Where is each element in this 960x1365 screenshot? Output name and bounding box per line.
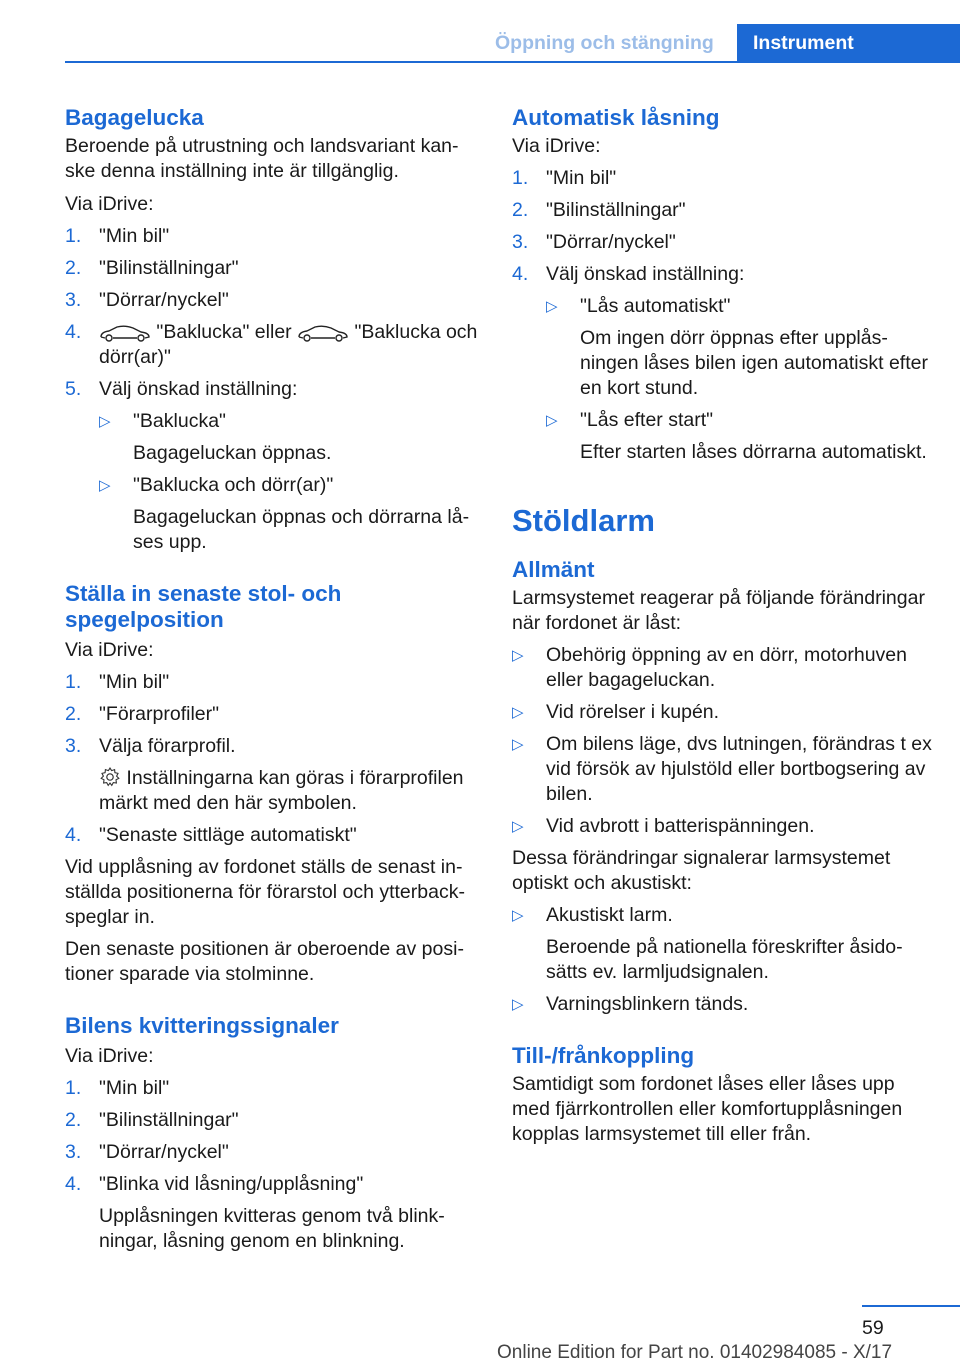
list-item: 5. Välj önskad inställning: ▷ "Baklucka" Bagageluckan öppnas. ▷ "Baklucka och dörr(ar)" Bagageluckan öppnas och dörrarna låses upp. (65, 377, 480, 555)
header-section-title: Öppning och stängning (495, 32, 714, 54)
page-number: 59 (862, 1317, 884, 1339)
list-item: 1. "Min bil" (65, 225, 170, 247)
stol-paragraph-2: Den senaste positionen är oberoende av positioner sparade via stolminne. (65, 938, 464, 985)
list-item: ▷ "Baklucka och dörr(ar)" Bagageluckan öppnas och dörrarna låses upp. (99, 474, 470, 553)
triangle-bullet-icon: ▷ (546, 412, 558, 429)
triangle-bullet-icon: ▷ (512, 996, 524, 1013)
right-column (512, 103, 932, 1147)
list-item: ▷ Obehörig öppning av en dörr, motorhuven eller bagageluckan. (512, 644, 907, 691)
list-item: 2. "Bilinställningar" (65, 257, 239, 279)
stol-steps (65, 670, 480, 848)
list-item: 4. "Senaste sittläge automatiskt" (65, 824, 357, 846)
left-column (65, 103, 480, 1254)
list-item: 3. "Dörrar/nyckel" (65, 289, 229, 311)
allmant-heading: Allmänt (512, 557, 595, 582)
car-outline-icon (99, 324, 151, 342)
list-item: 1. "Min bil" (512, 167, 617, 189)
list-item: 1. "Min bil" (65, 671, 170, 693)
triangle-bullet-icon: ▷ (512, 736, 524, 753)
list-item: ▷ "Lås automatiskt" Om ingen dörr öppnas efter upplåsningen låses bilen igen automatiskt efter en kort stund. (546, 295, 928, 399)
triangle-bullet-icon: ▷ (512, 907, 524, 924)
header-tab-instrument: Instrument (737, 24, 960, 63)
bagagelucka-steps (65, 224, 480, 555)
triangle-bullet-icon: ▷ (512, 704, 524, 721)
stol-paragraph-1: Vid upplåsning av fordonet ställs de senast inställda positionerna för förarstol och ytterbackspeglar in. (65, 856, 465, 928)
auto-lock-via: Via iDrive: (512, 135, 601, 157)
stol-heading: Ställa in senaste stol- och spegelposition (65, 581, 342, 632)
kvittering-heading: Bilens kvitteringssignaler (65, 1013, 339, 1038)
signal-intro: Dessa förändringar signalerar larmsystemet optiskt och akustiskt: (512, 847, 891, 894)
stoldlarm-heading: Stöldlarm (512, 503, 655, 538)
list-item: 3. "Dörrar/nyckel" (65, 1141, 229, 1163)
list-item: 3. "Dörrar/nyckel" (512, 231, 676, 253)
list-item: 1. "Min bil" (65, 1077, 170, 1099)
kvittering-steps (65, 1076, 480, 1254)
auto-lock-steps (512, 166, 932, 465)
list-item: ▷ "Baklucka" Bagageluckan öppnas. (99, 410, 332, 464)
list-item: ▷ Akustiskt larm. Beroende på nationella föreskrifter åsidosätts ev. larmljudsignalen. (512, 904, 903, 983)
list-item: ▷ Om bilens läge, dvs lutningen, förändras t ex vid försök av hjulstöld eller bortbogsering av bilen. (512, 733, 932, 805)
allmant-intro: Larmsystemet reagerar på följande förändringar när fordonet är låst: (512, 587, 925, 634)
list-item: ▷ "Lås efter start" Efter starten låses dörrarna automatiskt. (546, 409, 927, 463)
footer-edition: Online Edition for Part no. 01402984085 - X/17 (497, 1342, 893, 1363)
list-item: 4. Välj önskad inställning: ▷ "Lås automatiskt" Om ingen dörr öppnas efter upplåsningen låses bilen igen automatiskt efter en kort stund. ▷ "Lås efter start" Efter starten låses dörrarna automatiskt. (512, 262, 932, 465)
car-outline-icon (297, 324, 349, 342)
triangle-bullet-icon: ▷ (512, 647, 524, 664)
list-item: 2. "Bilinställningar" (65, 1109, 239, 1131)
gear-profile-icon (99, 766, 121, 788)
header-rule (65, 61, 960, 63)
allmant-bullets (512, 643, 932, 839)
bagagelucka-via: Via iDrive: (65, 193, 154, 215)
list-item: ▷ Varningsblinkern tänds. (512, 993, 749, 1015)
bagagelucka-heading: Bagagelucka (65, 105, 204, 130)
list-item: ▷ Vid rörelser i kupén. (512, 701, 720, 723)
list-item: 4. "Blinka vid låsning/upplåsning" Upplåsningen kvitteras genom två blinkningar, låsning genom en blinkning. (65, 1173, 445, 1252)
triangle-bullet-icon: ▷ (512, 818, 524, 835)
list-item: ▷ Vid avbrott i batterispänningen. (512, 815, 815, 837)
kvittering-via: Via iDrive: (65, 1045, 154, 1067)
list-item: 2. "Förarprofiler" (65, 703, 220, 725)
signal-bullets (512, 903, 932, 1017)
auto-lock-heading: Automatisk låsning (512, 105, 720, 130)
stol-via: Via iDrive: (65, 639, 154, 661)
triangle-bullet-icon: ▷ (546, 298, 558, 315)
list-item: 4. "Baklucka" eller "Baklucka och dörr(ar)" (65, 321, 478, 368)
till-text: Samtidigt som fordonet låses eller låses upp med fjärrkontrollen eller komfortupplåsningen kopplas larmsystemet till eller från. (512, 1073, 903, 1145)
footer-rule (862, 1305, 960, 1307)
triangle-bullet-icon: ▷ (99, 413, 111, 430)
list-item: 2. "Bilinställningar" (512, 199, 686, 221)
triangle-bullet-icon: ▷ (99, 477, 111, 494)
till-heading: Till-/frånkoppling (512, 1043, 695, 1068)
bagagelucka-intro: Beroende på utrustning och landsvariant kanske denna inställning inte är tillgänglig. (65, 135, 459, 182)
list-item: 3. Välja förarprofil. Inställningarna kan göras i förarprofilen märkt med den här symbolen. (65, 735, 464, 814)
